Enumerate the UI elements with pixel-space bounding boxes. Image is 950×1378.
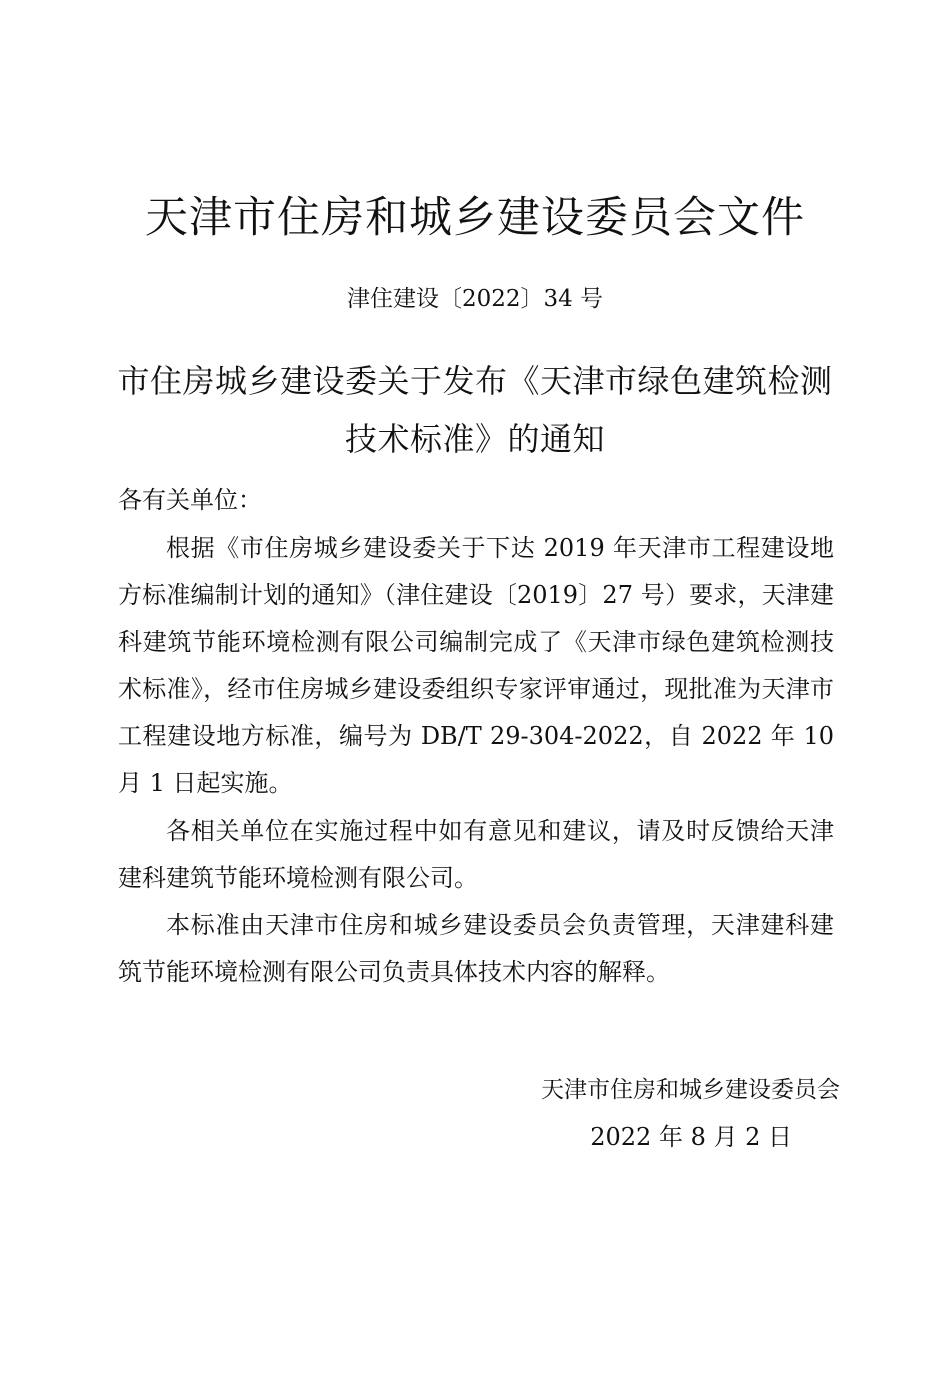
document-number: 津住建设〔2022〕34 号 [346,286,604,312]
signature-organization: 天津市住房和城乡建设委员会 [541,1077,840,1103]
salutation: 各有关单位： [118,486,262,514]
notice-title: 市住房城乡建设委关于发布《天津市绿色建筑检测技术标准》的通知 [117,362,833,458]
issuing-authority-title: 天津市住房和城乡建设委员会文件 [145,193,805,243]
paragraph-feedback: 各相关单位在实施过程中如有意见和建议，请及时反馈给天津建科建筑节能环境检测有限公司。 [118,817,834,892]
signature-date: 2022 年 8 月 2 日 [590,1123,792,1151]
paragraph-management: 本标准由天津市住房和城乡建设委员会负责管理，天津建科建筑节能环境检测有限公司负责具体技术内容的解释。 [118,911,834,986]
paragraph-basis: 根据《市住房城乡建设委关于下达 2019 年天津市工程建设地方标准编制计划的通知》（津住建设〔2019〕27 号）要求，天津建科建筑节能环境检测有限公司编制完成了《天津市绿色建筑检测技术标准》，经市住房城乡建设委组织专家评审通过，现批准为天津市工程建设地方标准，编号为 DB/T 29-304-2022，自 2022 年 10 月 1 日起实施。 [118,534,834,797]
